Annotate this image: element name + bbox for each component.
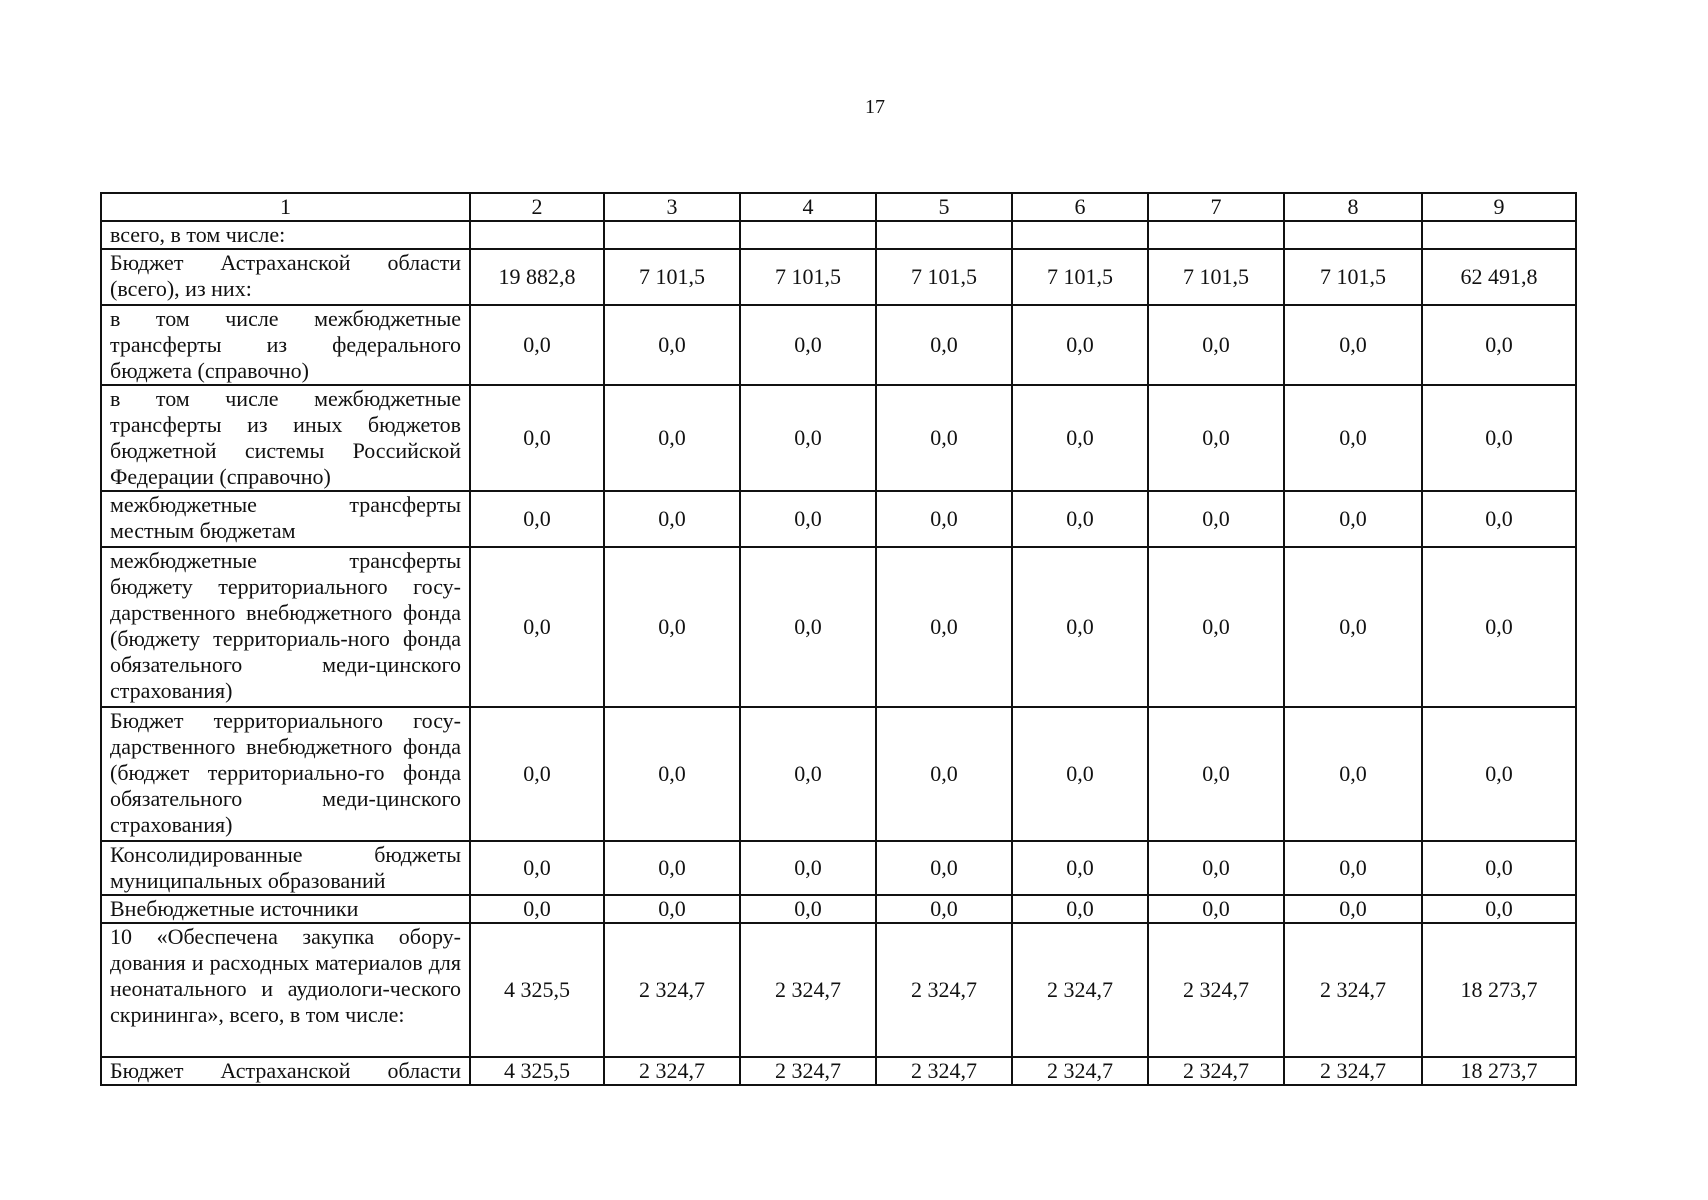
table-row [101, 923, 1576, 1057]
value-cell: 4 325,5 [470, 923, 604, 1057]
value-cell: 0,0 [1012, 547, 1148, 707]
value-cell: 0,0 [1284, 385, 1422, 491]
value-cell: 0,0 [470, 707, 604, 841]
value-cell: 0,0 [1422, 707, 1576, 841]
value-cell: 0,0 [1422, 491, 1576, 547]
value-cell: 0,0 [1284, 547, 1422, 707]
value-cell: 0,0 [1148, 385, 1284, 491]
value-cell: 7 101,5 [1284, 249, 1422, 305]
value-cell: 2 324,7 [604, 1057, 740, 1085]
value-cell: 2 324,7 [1012, 923, 1148, 1057]
value-cell [1148, 221, 1284, 249]
header-cell: 7 [1148, 193, 1284, 221]
value-cell: 0,0 [1148, 547, 1284, 707]
value-cell: 2 324,7 [740, 1057, 876, 1085]
value-cell [1284, 221, 1422, 249]
table-row [101, 895, 1576, 923]
value-cell: 0,0 [1284, 841, 1422, 895]
value-cell: 7 101,5 [876, 249, 1012, 305]
value-cell [604, 221, 740, 249]
value-cell: 2 324,7 [1148, 1057, 1284, 1085]
value-cell: 0,0 [876, 385, 1012, 491]
value-cell: 0,0 [1148, 895, 1284, 923]
header-cell: 8 [1284, 193, 1422, 221]
value-cell: 0,0 [1148, 841, 1284, 895]
value-cell: 2 324,7 [740, 923, 876, 1057]
value-cell: 0,0 [470, 547, 604, 707]
value-cell: 0,0 [604, 895, 740, 923]
value-cell: 7 101,5 [1012, 249, 1148, 305]
value-cell: 0,0 [1148, 491, 1284, 547]
row-label: всего, в том числе: [101, 221, 470, 249]
value-cell: 0,0 [604, 305, 740, 385]
value-cell: 0,0 [876, 841, 1012, 895]
value-cell: 0,0 [604, 547, 740, 707]
table-row [101, 1057, 1576, 1085]
table-row [101, 491, 1576, 547]
value-cell: 0,0 [1012, 895, 1148, 923]
value-cell: 0,0 [604, 385, 740, 491]
value-cell: 4 325,5 [470, 1057, 604, 1085]
value-cell: 0,0 [1012, 385, 1148, 491]
row-label: Бюджет Астраханской области [101, 1057, 470, 1085]
value-cell: 0,0 [470, 491, 604, 547]
header-cell: 2 [470, 193, 604, 221]
table-row [101, 221, 1576, 249]
value-cell: 7 101,5 [604, 249, 740, 305]
value-cell: 0,0 [1284, 305, 1422, 385]
value-cell: 62 491,8 [1422, 249, 1576, 305]
header-cell: 3 [604, 193, 740, 221]
header-cell: 6 [1012, 193, 1148, 221]
table-row [101, 305, 1576, 385]
value-cell: 7 101,5 [740, 249, 876, 305]
value-cell: 0,0 [740, 305, 876, 385]
row-label: межбюджетные трансферты местным бюджетам [101, 491, 470, 547]
value-cell: 0,0 [1422, 305, 1576, 385]
row-label: в том числе межбюджетные трансферты из иных бюджетов бюджетной системы Российской Федерации (справочно) [101, 385, 470, 491]
row-label: межбюджетные трансферты бюджету территориального госу-дарственного внебюджетного фонда (бюджету территориаль-ного фонда обязательного меди-цинского страхования) [101, 547, 470, 707]
value-cell: 0,0 [1422, 385, 1576, 491]
value-cell: 0,0 [1284, 895, 1422, 923]
value-cell: 0,0 [1148, 707, 1284, 841]
value-cell: 18 273,7 [1422, 923, 1576, 1057]
value-cell: 2 324,7 [876, 1057, 1012, 1085]
row-label: Бюджет Астраханской области (всего), из них: [101, 249, 470, 305]
value-cell [470, 221, 604, 249]
value-cell: 0,0 [1422, 841, 1576, 895]
page-number: 17 [865, 96, 885, 118]
value-cell: 0,0 [1284, 491, 1422, 547]
value-cell: 2 324,7 [876, 923, 1012, 1057]
value-cell: 2 324,7 [1284, 923, 1422, 1057]
budget-table [100, 192, 1577, 1086]
value-cell: 0,0 [876, 707, 1012, 841]
value-cell: 0,0 [1422, 895, 1576, 923]
table-row [101, 707, 1576, 841]
value-cell [740, 221, 876, 249]
value-cell: 2 324,7 [1012, 1057, 1148, 1085]
value-cell: 0,0 [1012, 841, 1148, 895]
value-cell: 2 324,7 [1284, 1057, 1422, 1085]
row-label: Бюджет территориального госу-дарственного внебюджетного фонда (бюджет территориально-го фонда обязательного меди-цинского страхования) [101, 707, 470, 841]
value-cell: 0,0 [1284, 707, 1422, 841]
row-label: Консолидированные бюджеты муниципальных образований [101, 841, 470, 895]
value-cell: 18 273,7 [1422, 1057, 1576, 1085]
value-cell: 0,0 [740, 547, 876, 707]
table-row [101, 547, 1576, 707]
value-cell [876, 221, 1012, 249]
value-cell: 0,0 [1012, 305, 1148, 385]
value-cell [1422, 221, 1576, 249]
header-cell: 5 [876, 193, 1012, 221]
header-row [101, 193, 1576, 221]
value-cell: 7 101,5 [1148, 249, 1284, 305]
value-cell: 0,0 [740, 385, 876, 491]
value-cell: 0,0 [876, 491, 1012, 547]
value-cell: 0,0 [1148, 305, 1284, 385]
value-cell: 0,0 [740, 491, 876, 547]
value-cell: 0,0 [876, 895, 1012, 923]
value-cell: 0,0 [470, 895, 604, 923]
value-cell: 0,0 [740, 895, 876, 923]
value-cell: 0,0 [470, 385, 604, 491]
value-cell: 19 882,8 [470, 249, 604, 305]
value-cell: 0,0 [740, 841, 876, 895]
row-label: Внебюджетные источники [101, 895, 470, 923]
value-cell: 0,0 [604, 491, 740, 547]
value-cell: 0,0 [470, 305, 604, 385]
value-cell: 0,0 [1422, 547, 1576, 707]
value-cell: 0,0 [470, 841, 604, 895]
header-cell: 4 [740, 193, 876, 221]
row-label: в том числе межбюджетные трансферты из федерального бюджета (справочно) [101, 305, 470, 385]
value-cell: 0,0 [1012, 491, 1148, 547]
value-cell: 0,0 [876, 547, 1012, 707]
header-cell: 9 [1422, 193, 1576, 221]
table-row [101, 841, 1576, 895]
value-cell: 0,0 [740, 707, 876, 841]
value-cell [1012, 221, 1148, 249]
value-cell: 0,0 [1012, 707, 1148, 841]
row-label: 10 «Обеспечена закупка обору-дования и расходных материалов для неонатального и аудиологи-ческого скрининга», всего, в том числе: [101, 923, 470, 1057]
value-cell: 2 324,7 [1148, 923, 1284, 1057]
header-cell: 1 [101, 193, 470, 221]
table-row [101, 249, 1576, 305]
value-cell: 0,0 [604, 707, 740, 841]
value-cell: 2 324,7 [604, 923, 740, 1057]
table-row [101, 385, 1576, 491]
value-cell: 0,0 [604, 841, 740, 895]
value-cell: 0,0 [876, 305, 1012, 385]
